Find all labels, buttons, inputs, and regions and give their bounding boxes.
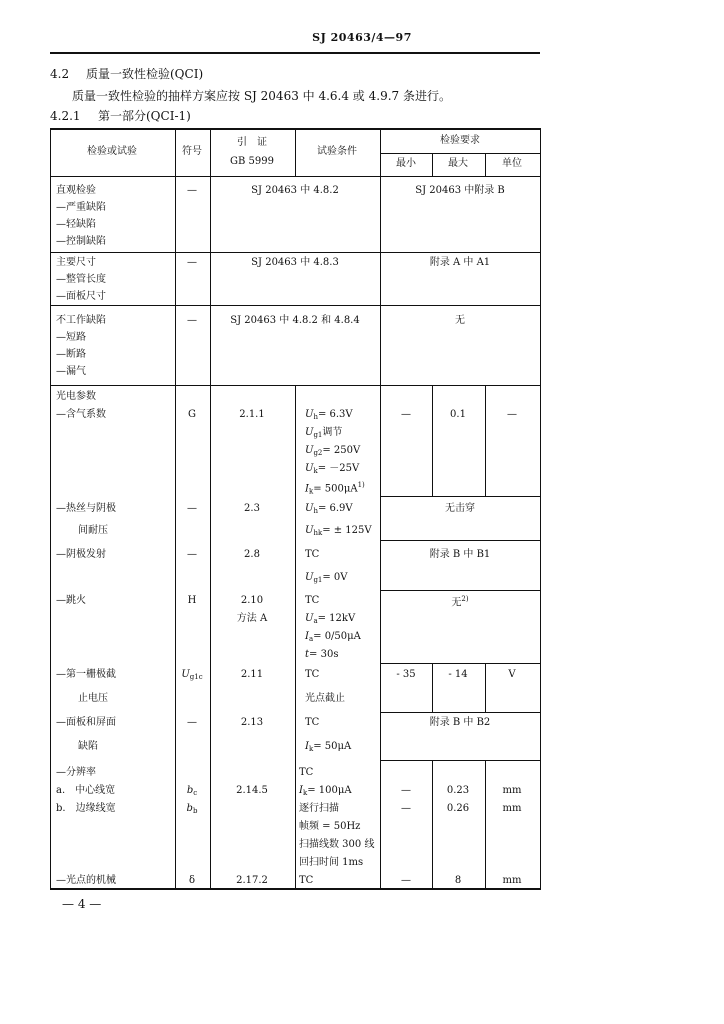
page-number: — 4 — xyxy=(62,897,102,911)
unit-cell: V xyxy=(508,669,516,680)
requirement-cell: 无击穿 xyxy=(445,503,475,514)
header-requirements: 检验要求 xyxy=(440,135,480,146)
header-symbol: 符号 xyxy=(182,146,202,157)
symbol-cell: $b_c$ xyxy=(186,785,198,797)
ref-cell: SJ 20463 中 4.8.2 xyxy=(251,185,339,196)
condition-line: $I_k= 100\mu A$ xyxy=(299,785,352,797)
row-rule xyxy=(380,712,540,713)
col-rule xyxy=(485,760,486,890)
item-sub-label: —严重缺陷 xyxy=(56,202,106,213)
item-label-cont: 间耐压 xyxy=(78,525,108,536)
col-rule xyxy=(380,128,381,890)
item-label: —光点的机械 xyxy=(56,875,116,886)
col-rule xyxy=(50,128,51,890)
ref-method: 方法 A xyxy=(236,613,268,624)
condition-line: 帧频 = 50Hz xyxy=(299,821,361,832)
min-cell: — xyxy=(401,409,411,420)
symbol-cell: — xyxy=(187,257,197,268)
requirement-cell: 无 xyxy=(455,315,465,326)
condition-line: t= 30s xyxy=(305,649,339,660)
max-cell: 8 xyxy=(454,875,462,886)
condition-line: 逐行扫描 xyxy=(299,803,339,814)
item-sub-label: —面板尺寸 xyxy=(56,291,106,302)
ref-cell: SJ 20463 中 4.8.3 xyxy=(251,257,339,268)
item-label: —分辨率 xyxy=(56,767,96,778)
ref-cell: 2.10 xyxy=(240,595,264,606)
condition-line: $U_a= 12kV$ xyxy=(305,613,356,625)
condition-line: 光点截止 xyxy=(305,693,345,704)
item-sub-label: a. 中心线宽 xyxy=(56,785,116,796)
condition-line: TC xyxy=(305,595,320,606)
symbol-cell: — xyxy=(187,185,197,196)
col-rule xyxy=(540,128,541,890)
section-title: 质量一致性检验(QCI) xyxy=(86,67,204,81)
condition-line: $U_{g1}= 0V$ xyxy=(305,572,348,584)
symbol-cell: — xyxy=(187,549,197,560)
condition-line: TC xyxy=(305,669,320,680)
col-rule xyxy=(485,385,486,496)
col-rule xyxy=(210,128,211,890)
item-label: 直观检验 xyxy=(56,185,96,196)
col-rule xyxy=(485,663,486,712)
col-rule xyxy=(432,153,433,176)
unit-cell: mm xyxy=(502,875,522,886)
row-rule xyxy=(380,760,540,761)
ref-cell: 2.13 xyxy=(240,717,264,728)
min-cell: — xyxy=(401,803,411,814)
condition-line: TC xyxy=(299,875,314,886)
requirement-cell: 无$^{2)}$ xyxy=(451,595,469,609)
requirement-cell: 附录 A 中 A1 xyxy=(429,257,491,268)
item-label: —热丝与阴极 xyxy=(56,503,116,514)
condition-line: $I_k= 500\mu A^{1)}$ xyxy=(305,481,365,496)
header-ref-std: GB 5999 xyxy=(230,156,274,167)
item-label: —面板和屏面 xyxy=(56,717,116,728)
condition-line: $U_{hk}= \pm 125V$ xyxy=(305,525,372,537)
condition-line: TC xyxy=(305,549,320,560)
item-label: —跳火 xyxy=(56,595,86,606)
item-label-cont: 缺陷 xyxy=(78,741,98,752)
section-paragraph: 质量一致性检验的抽样方案应按 SJ 20463 中 4.6.4 或 4.9.7 条进行。 xyxy=(72,89,451,103)
symbol-cell: — xyxy=(187,315,197,326)
item-sub-label: —整管长度 xyxy=(56,274,106,285)
max-cell: 0.1 xyxy=(450,409,466,420)
item-sub-label: —轻缺陷 xyxy=(56,219,96,230)
unit-cell: mm xyxy=(502,803,522,814)
symbol-cell: $b_b$ xyxy=(186,803,198,815)
col-rule xyxy=(485,153,486,176)
condition-line: 扫描线数 300 线 xyxy=(299,839,375,850)
item-label: —第一栅极截 xyxy=(56,669,116,680)
ref-cell: 2.1.1 xyxy=(239,409,265,420)
col-rule xyxy=(432,760,433,890)
condition-line: $U_{g2}= 250V$ xyxy=(305,445,361,457)
ref-cell: 2.17.2 xyxy=(236,875,268,886)
unit-cell: — xyxy=(507,409,517,420)
item-label-cont: 止电压 xyxy=(78,693,108,704)
min-cell: — xyxy=(401,785,411,796)
col-rule xyxy=(432,385,433,496)
ref-cell: 2.8 xyxy=(244,549,260,560)
row-rule xyxy=(380,590,540,591)
min-cell: — xyxy=(401,875,411,886)
item-sub-label: —断路 xyxy=(56,349,86,360)
header-bottom-rule xyxy=(50,176,540,177)
condition-line: 回扫时间 1ms xyxy=(299,857,364,868)
ref-cell: 2.14.5 xyxy=(236,785,268,796)
condition-line: $U_h= 6.3V$ xyxy=(305,409,353,421)
item-label: 主要尺寸 xyxy=(56,257,96,268)
item-label: 光电参数 xyxy=(56,391,96,402)
symbol-cell: — xyxy=(187,717,197,728)
col-rule xyxy=(432,663,433,712)
header-rule xyxy=(50,52,540,54)
symbol-cell: H xyxy=(187,595,197,606)
symbol-cell: $U_{g1c}$ xyxy=(181,669,203,681)
condition-line: $U_h= 6.9V$ xyxy=(305,503,353,515)
header-conditions: 试验条件 xyxy=(317,146,357,157)
section-number: 4.2 xyxy=(50,67,70,81)
subsection-number: 4.2.1 xyxy=(50,109,81,123)
item-sub-label: —控制缺陷 xyxy=(56,236,106,247)
col-rule xyxy=(295,128,296,176)
symbol-cell: G xyxy=(188,409,196,420)
condition-line: TC xyxy=(305,717,320,728)
requirement-cell: 附录 B 中 B1 xyxy=(429,549,491,560)
item-label: —阴极发射 xyxy=(56,549,106,560)
requirement-cell: SJ 20463 中附录 B xyxy=(415,185,505,196)
condition-line: $U_{g1}$调节 xyxy=(305,427,343,439)
unit-cell: mm xyxy=(502,785,522,796)
row-rule xyxy=(50,252,540,253)
ref-cell: 2.11 xyxy=(240,669,264,680)
item-sub-label: —漏气 xyxy=(56,366,86,377)
row-rule xyxy=(380,663,540,664)
row-rule xyxy=(380,496,540,497)
condition-line: TC xyxy=(299,767,314,778)
min-cell: - 35 xyxy=(396,669,416,680)
item-sub-label: —短路 xyxy=(56,332,86,343)
item-sub-label: —含气系数 xyxy=(56,409,106,420)
row-rule xyxy=(50,305,540,306)
col-rule xyxy=(175,128,176,890)
item-label: 不工作缺陷 xyxy=(56,315,106,326)
symbol-cell: — xyxy=(187,503,197,514)
max-cell: 0.26 xyxy=(446,803,470,814)
symbol-cell: δ xyxy=(188,875,196,886)
header-unit: 单位 xyxy=(502,158,522,169)
ref-cell: SJ 20463 中 4.8.2 和 4.8.4 xyxy=(230,315,360,326)
max-cell: 0.23 xyxy=(446,785,470,796)
condition-line: $I_a= 0/50\mu A$ xyxy=(305,631,361,643)
ref-cell: 2.3 xyxy=(244,503,260,514)
requirement-cell: 附录 B 中 B2 xyxy=(429,717,491,728)
col-rule xyxy=(295,385,296,890)
req-group-rule xyxy=(380,153,540,154)
max-cell: - 14 xyxy=(448,669,468,680)
subsection-title: 第一部分(QCI-1) xyxy=(98,109,191,123)
header-max: 最大 xyxy=(448,158,468,169)
row-rule xyxy=(380,540,540,541)
header-ref: 引 证 xyxy=(237,137,267,148)
header-min: 最小 xyxy=(396,158,416,169)
condition-line: $U_k= -25V$ xyxy=(305,463,360,475)
item-sub-label: b. 边缘线宽 xyxy=(56,803,116,814)
header-item: 检验或试验 xyxy=(87,146,137,157)
condition-line: $I_k= 50\mu A$ xyxy=(305,741,352,753)
document-code: SJ 20463/4—97 xyxy=(312,31,412,44)
